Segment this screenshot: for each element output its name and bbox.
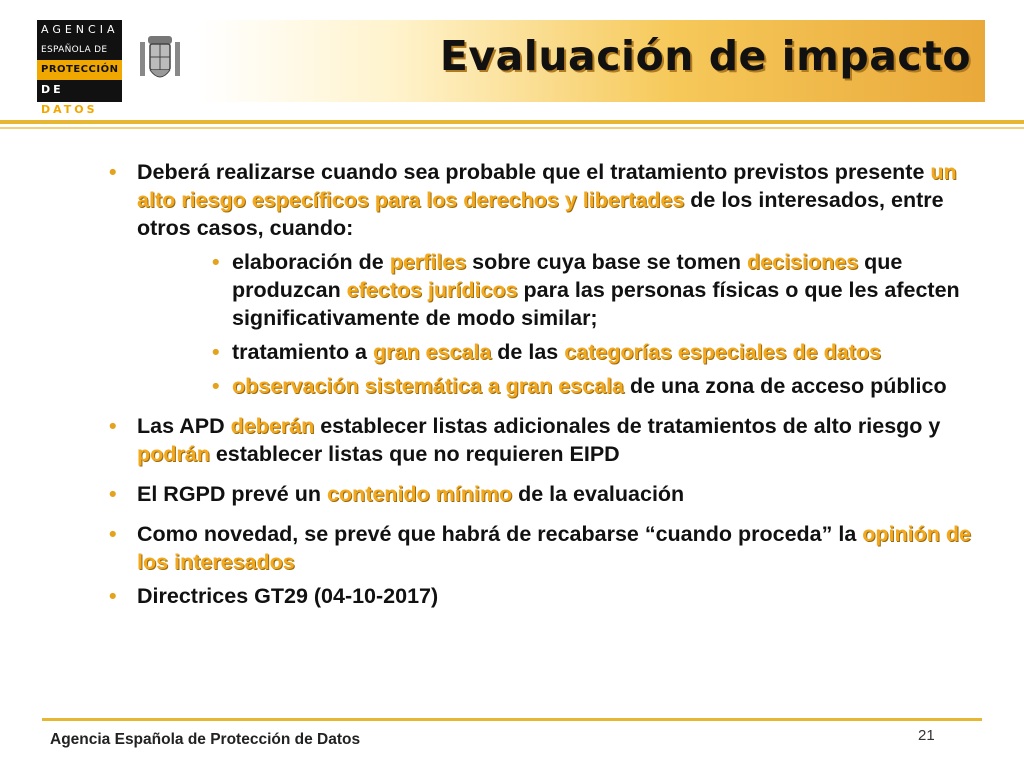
highlight-text: gran escala (372, 340, 492, 364)
logo-line-1: AGENCIA (41, 23, 119, 36)
bullet-text: que produzcan (232, 250, 903, 302)
logo-line-4-de: DE (41, 83, 64, 96)
footer-divider (42, 718, 982, 721)
bullet-text: Las APD (137, 414, 231, 438)
highlight-text: observación sistemática a gran escala (232, 374, 624, 398)
title-banner (200, 20, 985, 102)
agency-logo (37, 20, 122, 116)
bullet-text: de los interesados, entre otros casos, cuando: (137, 188, 944, 240)
bullet-text: de las (491, 340, 565, 364)
header-divider-thin (0, 127, 1024, 129)
bullet-text: sobre cuya base se tomen (466, 250, 748, 274)
sub-bullet-item (105, 248, 985, 332)
highlight-text: podrán (137, 442, 210, 466)
coat-of-arms-icon (138, 34, 182, 86)
highlight-text: perfiles (389, 250, 467, 274)
footer-organization: Agencia Española de Protección de Datos (50, 731, 361, 748)
sub-bullet-list (105, 248, 985, 400)
logo-line-3: PROTECCIÓN (37, 60, 122, 80)
bullet-item (105, 412, 985, 468)
bullet-text: Directrices GT29 (04-10-2017) (137, 584, 439, 608)
highlight-text: deberán (230, 414, 315, 438)
bullet-text: El RGPD prevé un (137, 482, 327, 506)
logo-line-4-datos: DATOS (41, 103, 98, 116)
highlight-text: categorías especiales de datos (564, 340, 881, 364)
logo-line-2: ESPAÑOLA DE (41, 45, 108, 55)
bullet-item (105, 480, 985, 508)
bullet-text: de una zona de acceso público (624, 374, 947, 398)
bullet-text: establecer listas adicionales de tratamientos de alto riesgo y (314, 414, 941, 438)
bullet-item (105, 582, 985, 610)
page-title: Evaluación de impacto (439, 32, 971, 80)
highlight-text: decisiones (747, 250, 859, 274)
bullet-text: de la evaluación (512, 482, 685, 506)
bullet-text: tratamiento a (232, 340, 373, 364)
highlight-text: opinión de los interesados (137, 522, 971, 574)
slide-content (105, 158, 985, 616)
bullet-text: Como novedad, se prevé que habrá de recabarse “cuando proceda” la (137, 522, 863, 546)
highlight-text: efectos jurídicos (346, 278, 518, 302)
highlight-text: contenido mínimo (326, 482, 513, 506)
sub-bullet-item (105, 372, 985, 400)
bullet-text: establecer listas que no requieren EIPD (209, 442, 620, 466)
page-number: 21 (918, 727, 935, 744)
header-divider (0, 120, 1024, 124)
highlight-text: un alto riesgo específicos para los derechos y libertades (137, 160, 957, 212)
bullet-item (105, 158, 985, 242)
bullet-text: para las personas físicas o que les afecten significativamente de modo similar; (232, 278, 960, 330)
bullet-item (105, 520, 985, 576)
logo-line-4 (41, 80, 118, 120)
sub-bullet-item (105, 338, 985, 366)
bullet-text: elaboración de (232, 250, 390, 274)
bullet-text: Deberá realizarse cuando sea probable que el tratamiento previstos presente (137, 160, 931, 184)
